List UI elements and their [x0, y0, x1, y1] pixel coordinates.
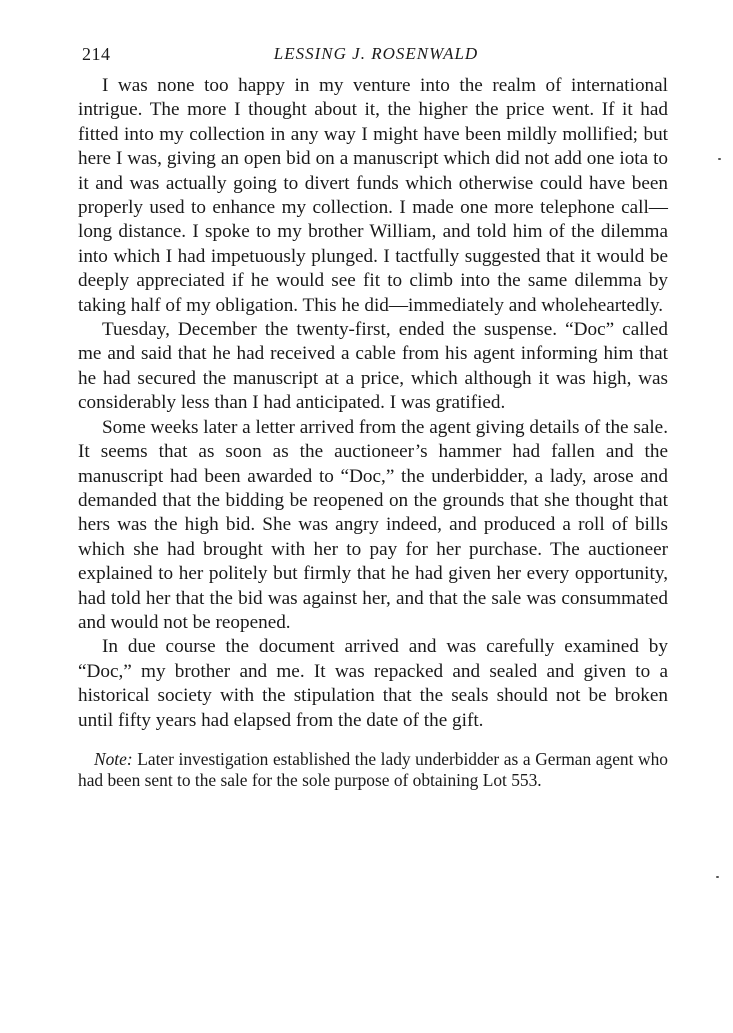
- page-number: 214: [82, 44, 111, 64]
- paragraph-2: Tuesday, December the twenty-first, ended the suspense. “Doc” called me and said that he had received a cable from his agent informing him that he had secured the manuscript at a price, which although it was high, was considerably less than I had anticipated. I was gratified.: [78, 319, 668, 414]
- paragraph-3: Some weeks later a letter arrived from the agent giving details of the sale. It seems that as soon as the auctioneer’s hammer had fallen and the manuscript had been awarded to “Doc,” the underbidder, a lady, arose and demanded that the bidding be reopened on the grounds that she thought that hers was the high bid. She was angry indeed, and produced a roll of bills which she had brought with her to pay for her purchase. The auctioneer explained to her politely but firmly that he had given her every opportunity, had told her that the bid was against her, and that the sale was consummated and would not be reopened.: [78, 416, 668, 633]
- note-label: Note:: [94, 748, 133, 769]
- footnote: [78, 749, 668, 792]
- running-title: LESSING J. ROSENWALD: [273, 44, 479, 63]
- scan-speck: [716, 876, 719, 878]
- body-text: [78, 74, 668, 792]
- note-text: Later investigation established the lady underbidder as a German agent who had been sent to the sale for the sole purpose of obtaining Lot 553.: [78, 748, 668, 791]
- scan-speck: [718, 158, 721, 160]
- paragraph-1: I was none too happy in my venture into the realm of international intrigue. The more I thought about it, the higher the price went. If it had fitted into my collection in any way I might have been mildly mollified; but here I was, giving an open bid on a manuscript which did not add one iota to it and was actually going to divert funds which otherwise could have been properly used to enhance my collection. I made one more telephone call—long distance. I spoke to my brother William, and told him of the dilemma into which I had impetuously plunged. I tactfully suggested that it would be deeply appreciated if he would see fit to climb into the same dilemma by taking half of my obligation. This he did—immediately and wholeheartedly.: [78, 75, 668, 316]
- paragraph-4: In due course the document arrived and was carefully examined by “Doc,” my brother and me. It was repacked and sealed and given to a historical society with the stipulation that the seals should not be broken until fifty years had elapsed from the date of the gift.: [78, 636, 668, 731]
- running-head: [82, 44, 670, 68]
